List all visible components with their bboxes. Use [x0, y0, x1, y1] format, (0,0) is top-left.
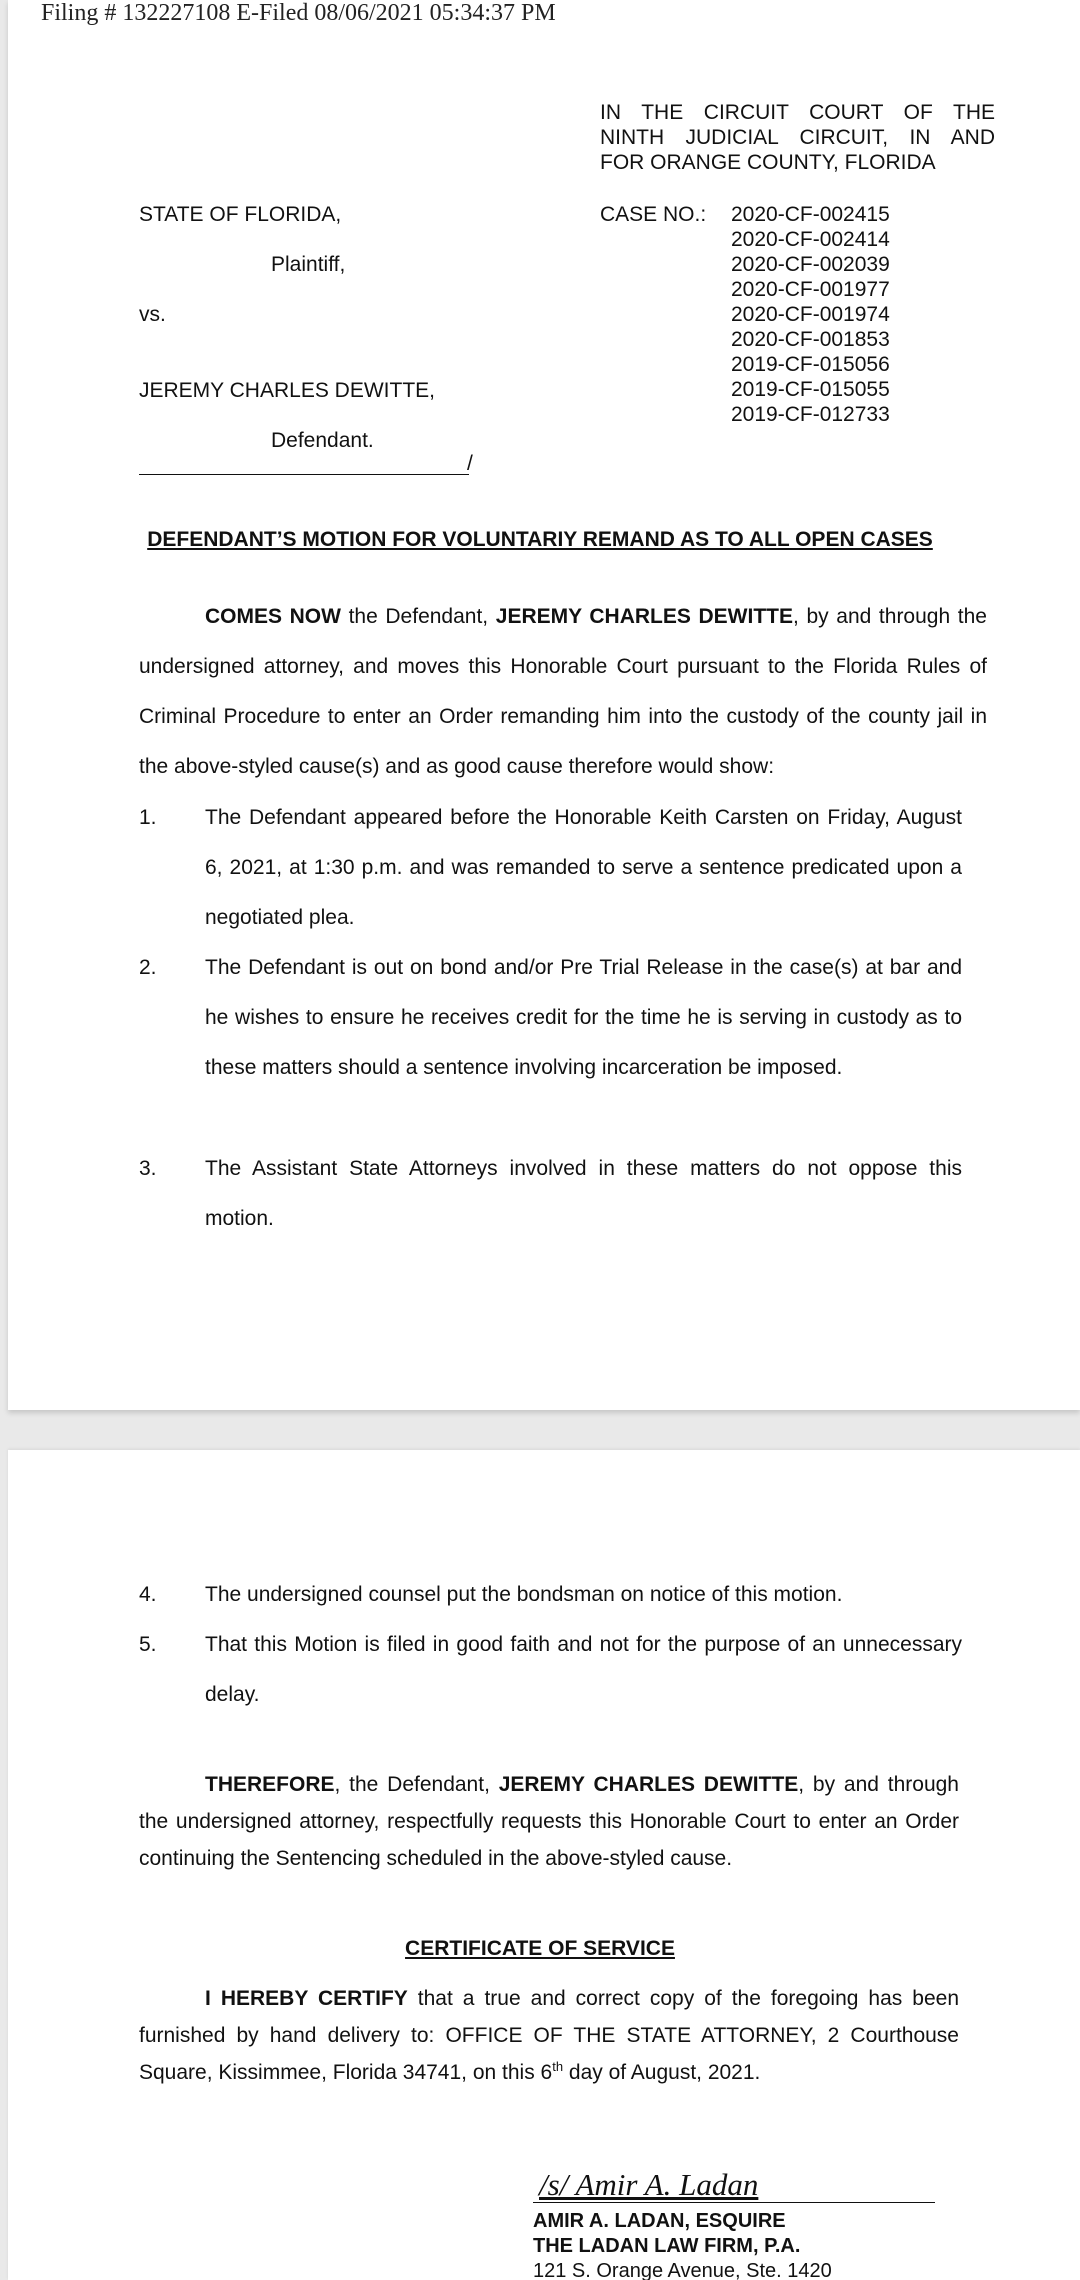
therefore-lead: THEREFORE	[205, 1773, 335, 1796]
item-number: 3.	[139, 1157, 157, 1180]
case-number: 2020-CF-002039	[731, 253, 890, 276]
item-number: 1.	[139, 806, 157, 829]
case-number-list	[731, 202, 890, 427]
therefore-text-1: , the Defendant,	[334, 1773, 499, 1796]
item-text: That this Motion is filed in good faith and not for the purpose of an unnecessary delay.	[205, 1633, 962, 1706]
caption-slash: /	[467, 452, 473, 475]
caption-rule	[139, 474, 469, 475]
certificate-text-2: day of August, 2021.	[563, 2061, 761, 2084]
law-firm-name: THE LADAN LAW FIRM, P.A.	[533, 2235, 801, 2257]
case-number-label: CASE NO.:	[600, 203, 707, 226]
intro-lead: COMES NOW	[205, 605, 341, 628]
certificate-lead: I HEREBY CERTIFY	[205, 1987, 408, 2010]
item-text: The Defendant appeared before the Honorable Keith Carsten on Friday, August 6, 2021, at 1:30 p.m. and was remanded to serve a sentence predicated upon a negotiated plea.	[205, 806, 962, 929]
item-number: 4.	[139, 1583, 157, 1606]
item-number: 2.	[139, 956, 157, 979]
versus-label: vs.	[139, 303, 166, 326]
defendant-name-bold: JEREMY CHARLES DEWITTE	[498, 1773, 799, 1796]
firm-address: 121 S. Orange Avenue, Ste. 1420	[533, 2260, 832, 2280]
certificate-paragraph	[139, 1980, 959, 2091]
item-number: 5.	[139, 1633, 157, 1656]
therefore-paragraph	[139, 1766, 959, 1877]
case-number: 2019-CF-015056	[731, 353, 890, 376]
court-line: IN THE CIRCUIT COURT OF THE	[600, 101, 995, 124]
item-text: The Assistant State Attorneys involved in these matters do not oppose this motion.	[205, 1157, 962, 1230]
therefore-text-2: , by and through the undersigned attorney, respectfully requests this Honorable Court to enter an Order continuing the Sentencing scheduled in the above-styled cause.	[139, 1773, 959, 1870]
intro-paragraph	[139, 592, 987, 792]
filing-stamp: Filing # 132227108 E-Filed 08/06/2021 05:34:37 PM	[41, 0, 556, 26]
attorney-name: AMIR A. LADAN, ESQUIRE	[533, 2210, 786, 2232]
case-number: 2020-CF-001853	[731, 328, 890, 351]
item-text: The Defendant is out on bond and/or Pre Trial Release in the case(s) at bar and he wishes to ensure he receives credit for the time he is serving in custody as to these matters should a sentence involving incarceration be imposed.	[205, 956, 962, 1079]
certificate-sup: th	[552, 2059, 564, 2074]
item-text: The undersigned counsel put the bondsman on notice of this motion.	[205, 1583, 843, 1606]
court-line: NINTH JUDICIAL CIRCUIT, IN AND	[600, 126, 995, 149]
case-number: 2020-CF-001977	[731, 278, 890, 301]
defendant-name: JEREMY CHARLES DEWITTE,	[139, 379, 435, 402]
case-number: 2020-CF-001974	[731, 303, 890, 326]
plaintiff-role: Plaintiff,	[271, 253, 346, 276]
case-number: 2020-CF-002414	[731, 228, 890, 251]
attorney-signature: /s/ Amir A. Ladan	[533, 2168, 935, 2203]
court-line: FOR ORANGE COUNTY, FLORIDA	[600, 151, 936, 174]
intro-text-2: , by and through the undersigned attorney, and moves this Honorable Court pursuant to the Florida Rules of Criminal Procedure to enter an Order remanding him into the custody of the county jail in the above-styled cause(s) and as good cause therefore would show:	[139, 605, 987, 778]
defendant-name-bold: JEREMY CHARLES DEWITTE	[495, 605, 793, 628]
certificate-text-1: that a true and correct copy of the foregoing has been furnished by hand delivery to: OFFICE OF THE STATE ATTORNEY, 2 Courthouse Square, Kissimmee, Florida 34741, on this 6	[139, 1987, 959, 2084]
plaintiff-name: STATE OF FLORIDA,	[139, 203, 342, 226]
defendant-role: Defendant.	[271, 429, 374, 452]
intro-text-1: the Defendant,	[340, 605, 496, 628]
motion-title: DEFENDANT’S MOTION FOR VOLUNTARIY REMAND AS TO ALL OPEN CASES	[147, 528, 933, 551]
certificate-title: CERTIFICATE OF SERVICE	[405, 1937, 675, 1960]
case-number: 2019-CF-015055	[731, 378, 890, 401]
case-number: 2019-CF-012733	[731, 403, 890, 426]
court-heading	[600, 100, 995, 175]
case-number: 2020-CF-002415	[731, 203, 890, 226]
